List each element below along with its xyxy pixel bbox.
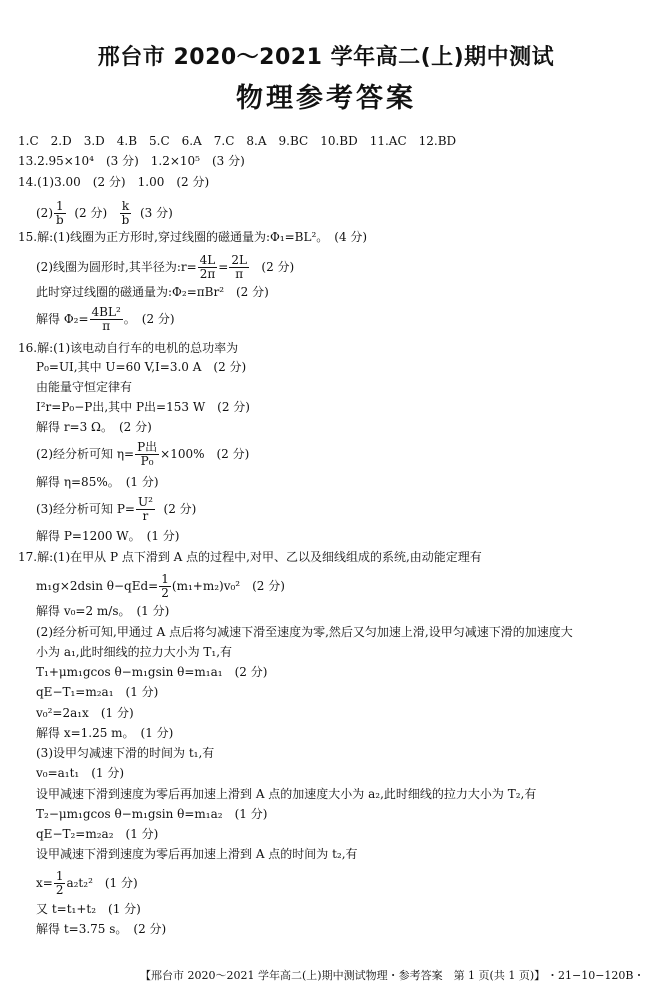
- answer-line: 17.解:(1)在甲从 P 点下滑到 A 点的过程中,对甲、乙以及细线组成的系统,由动能定理有: [18, 550, 482, 564]
- answer-line: T₂−μm₁gcos θ−m₁gsin θ=m₁a₂ (1 分): [36, 807, 268, 821]
- answer-line: v₀=a₁t₁ (1 分): [36, 766, 125, 780]
- answer-line: 解得 x=1.25 m。 (1 分): [36, 726, 174, 740]
- answer-line: qE−T₂=m₂a₂ (1 分): [36, 827, 159, 841]
- answer-line: (2)线圈为圆形时,其半径为:r= $\frac{4L}{2\pi}$ = $\frac{2L}{\pi}$ (2 分): [36, 253, 295, 281]
- answer-line: 14.(1)3.00 (2 分) 1.00 (2 分): [18, 175, 210, 189]
- answer-line: T₁+μm₁gcos θ−m₁gsin θ=m₁a₁ (2 分): [36, 665, 268, 679]
- answer-line: (3)设甲匀减速下滑的时间为 t₁,有: [36, 746, 215, 760]
- answer-line: qE−T₁=m₂a₁ (1 分): [36, 685, 159, 699]
- fraction: $\frac{4L}{2\pi}$: [199, 253, 216, 281]
- answer-line: 解得 P=1200 W。 (1 分): [36, 529, 180, 543]
- document-subtitle: 物理参考答案: [236, 83, 416, 114]
- answer-line: m₁g×2dsin θ−qEd= $\frac{1}{2}$ (m₁+m₂)v₀² (2 分): [36, 572, 285, 600]
- answer-line: 1.C 2.D 3.D 4.B 5.C 6.A 7.C 8.A 9.BC 10.BD 11.AC 12.BD: [18, 134, 457, 148]
- document-code: ・21−10−120B・: [547, 969, 645, 982]
- fraction: $\frac{1}{2}$: [161, 572, 169, 600]
- answer-line: 解得 r=3 Ω。 (2 分): [36, 420, 152, 434]
- answer-line: (2) $\frac{1}{b}$ (2 分) $\frac{k}{b}$ (3 分): [36, 199, 173, 227]
- answer-line: 13.2.95×10⁴ (3 分) 1.2×10⁵ (3 分): [18, 154, 245, 168]
- answer-line: (2)经分析可知,甲通过 A 点后将匀减速下滑至速度为零,然后又匀加速上滑,设甲匀减速下滑的加速度大: [36, 625, 573, 639]
- answer-line: v₀²=2a₁x (1 分): [36, 706, 134, 720]
- answer-line: 设甲减速下滑到速度为零后再加速上滑到 A 点的加速度大小为 a₂,此时细线的拉力大小为 T₂,有: [36, 787, 537, 801]
- answer-line: (3)经分析可知 P= $\frac{\text{U²}}{r}$ (2 分): [36, 495, 197, 523]
- answer-line: 解得 t=3.75 s。 (2 分): [36, 922, 167, 936]
- fraction: $\frac{\text{U²}}{r}$: [137, 495, 153, 523]
- answer-line: 又 t=t₁+t₂ (1 分): [36, 902, 141, 916]
- fraction: P出 P₀: [137, 440, 158, 468]
- fraction: $\frac{2L}{\pi}$: [231, 253, 247, 281]
- answer-line: 解得 v₀=2 m/s。 (1 分): [36, 604, 170, 618]
- answer-line: x= $\frac{1}{2}$ a₂t₂² (1 分): [36, 869, 138, 897]
- fraction: $\frac{k}{b}$: [121, 199, 130, 227]
- answer-line: 此时穿过线圈的磁通量为:Φ₂=πBr² (2 分): [36, 285, 269, 299]
- answer-line: 设甲减速下滑到速度为零后再加速上滑到 A 点的时间为 t₂,有: [36, 847, 358, 861]
- answer-line: 由能量守恒定律有: [36, 380, 133, 394]
- answer-line: 小为 a₁,此时细线的拉力大小为 T₁,有: [36, 645, 233, 659]
- answer-line: P₀=UI,其中 U=60 V,I=3.0 A (2 分): [36, 360, 247, 374]
- answer-line: 解得 η=85%。 (1 分): [36, 475, 159, 489]
- answer-line: 15.解:(1)线圈为正方形时,穿过线圈的磁通量为:Φ₁=BL²。 (4 分): [18, 230, 368, 244]
- answer-line: I²r=P₀−P出,其中 P出=153 W (2 分): [36, 400, 250, 414]
- answer-line: 解得 Φ₂= $\frac{\text{4BL²}}{\pi}$ 。 (2 分): [36, 305, 175, 333]
- fraction: $\frac{\text{4BL²}}{\pi}$: [91, 305, 121, 333]
- fraction: $\frac{1}{2}$: [55, 869, 64, 897]
- fraction: $\frac{1}{b}$: [56, 199, 64, 227]
- answer-line: 16.解:(1)该电动自行车的电机的总功率为: [18, 341, 239, 355]
- answer-line: (2)经分析可知 η= P出 P₀ ×100% (2 分): [36, 440, 250, 468]
- page-footer: 【邢台市 2020～2021 学年高二(上)期中测试物理・参考答案 第 1 页(共 1 页)】: [140, 969, 546, 982]
- document-title: 邢台市 2020～2021 学年高二(上)期中测试: [97, 45, 555, 70]
